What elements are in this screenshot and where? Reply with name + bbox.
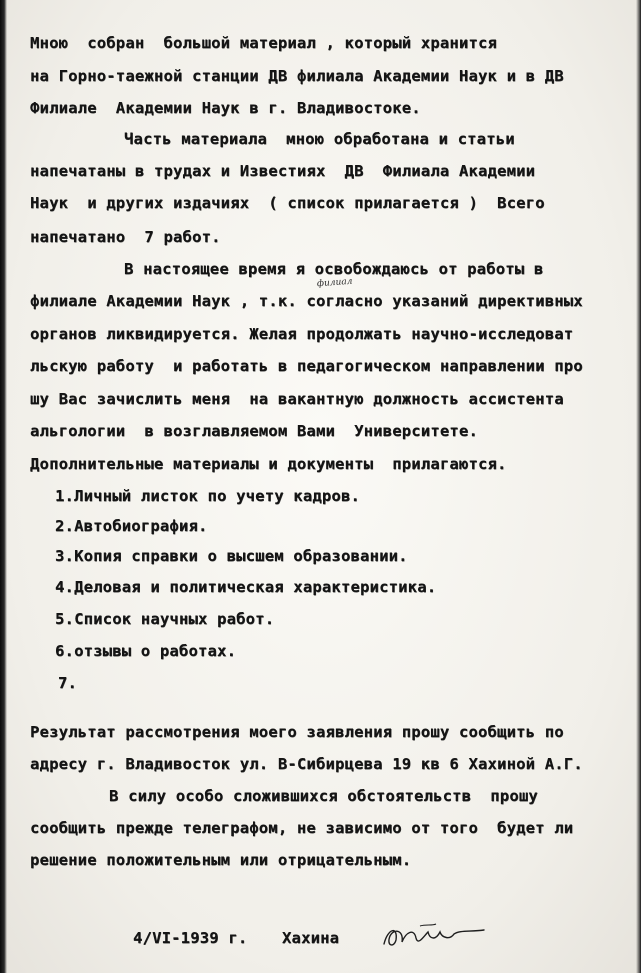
handwritten-signature bbox=[380, 918, 490, 952]
text-line-9: филиале Академии Наук , т.к. согласно указаний директивных bbox=[30, 292, 583, 310]
list-item-1: 1.Личный листок по учету кадров. bbox=[55, 487, 361, 505]
scan-edge-left bbox=[0, 0, 7, 973]
scan-edge-right bbox=[636, 0, 641, 973]
text-line-14: Дополнительные материалы и документы прилагаются. bbox=[30, 455, 507, 473]
list-item-2: 2.Автобиография. bbox=[55, 517, 208, 535]
handwritten-note: филиал bbox=[316, 276, 353, 290]
text-line-3: Филиале Академии Наук в г. Владивостоке. bbox=[30, 99, 421, 117]
text-line-7: напечатано 7 работ. bbox=[30, 228, 221, 246]
list-item-7: 7. bbox=[58, 674, 78, 692]
text-line-8: В настоящее время я освобождаюсь от работы в bbox=[124, 260, 544, 278]
text-line-2: на Горно-таежной станции ДВ филиала Академии Наук и в ДВ bbox=[30, 67, 564, 85]
list-item-4: 4.Деловая и политическая характеристика. bbox=[55, 578, 437, 596]
list-item-3: 3.Копия справки о высшем образовании. bbox=[55, 547, 408, 565]
document-date: 4/VI-1939 г. bbox=[133, 929, 248, 947]
author-surname: Хахина bbox=[282, 929, 340, 947]
text-line-15: Результат рассмотрения моего заявления прошу сообщить по bbox=[30, 723, 564, 741]
text-line-1: Мною собран большой материал , который хранится bbox=[30, 34, 498, 52]
text-line-13: альгологии в возглавляемом Вами Университете. bbox=[30, 422, 478, 440]
text-line-5: напечатаны в трудах и Известиях ДВ Филиала Академии bbox=[30, 162, 536, 180]
text-line-12: шу Вас зачислить меня на вакантную должность ассистента bbox=[30, 390, 564, 408]
text-line-11: льскую работу и работать в педагогическом направлении про bbox=[30, 357, 583, 375]
list-item-6: 6.отзывы о работах. bbox=[55, 642, 237, 660]
text-line-17: В силу особо сложившихся обстоятельств прошу bbox=[109, 787, 538, 805]
list-item-5: 5.Список научных работ. bbox=[55, 610, 275, 628]
text-line-16: адресу г. Владивосток ул. В-Сибирцева 19 кв 6 Хахиной А.Г. bbox=[30, 755, 583, 773]
text-line-10: органов ликвидируется. Желая продолжать научно-исследоват bbox=[30, 325, 574, 343]
text-line-19: решение положительным или отрицательным. bbox=[30, 851, 412, 869]
text-line-18: сообщить прежде телеграфом, не зависимо от того будет ли bbox=[30, 819, 574, 837]
text-line-6: Наук и других издачиях ( список прилагается ) Всего bbox=[30, 194, 545, 212]
text-line-4: Часть материала мною обработана и статьи bbox=[124, 130, 515, 148]
